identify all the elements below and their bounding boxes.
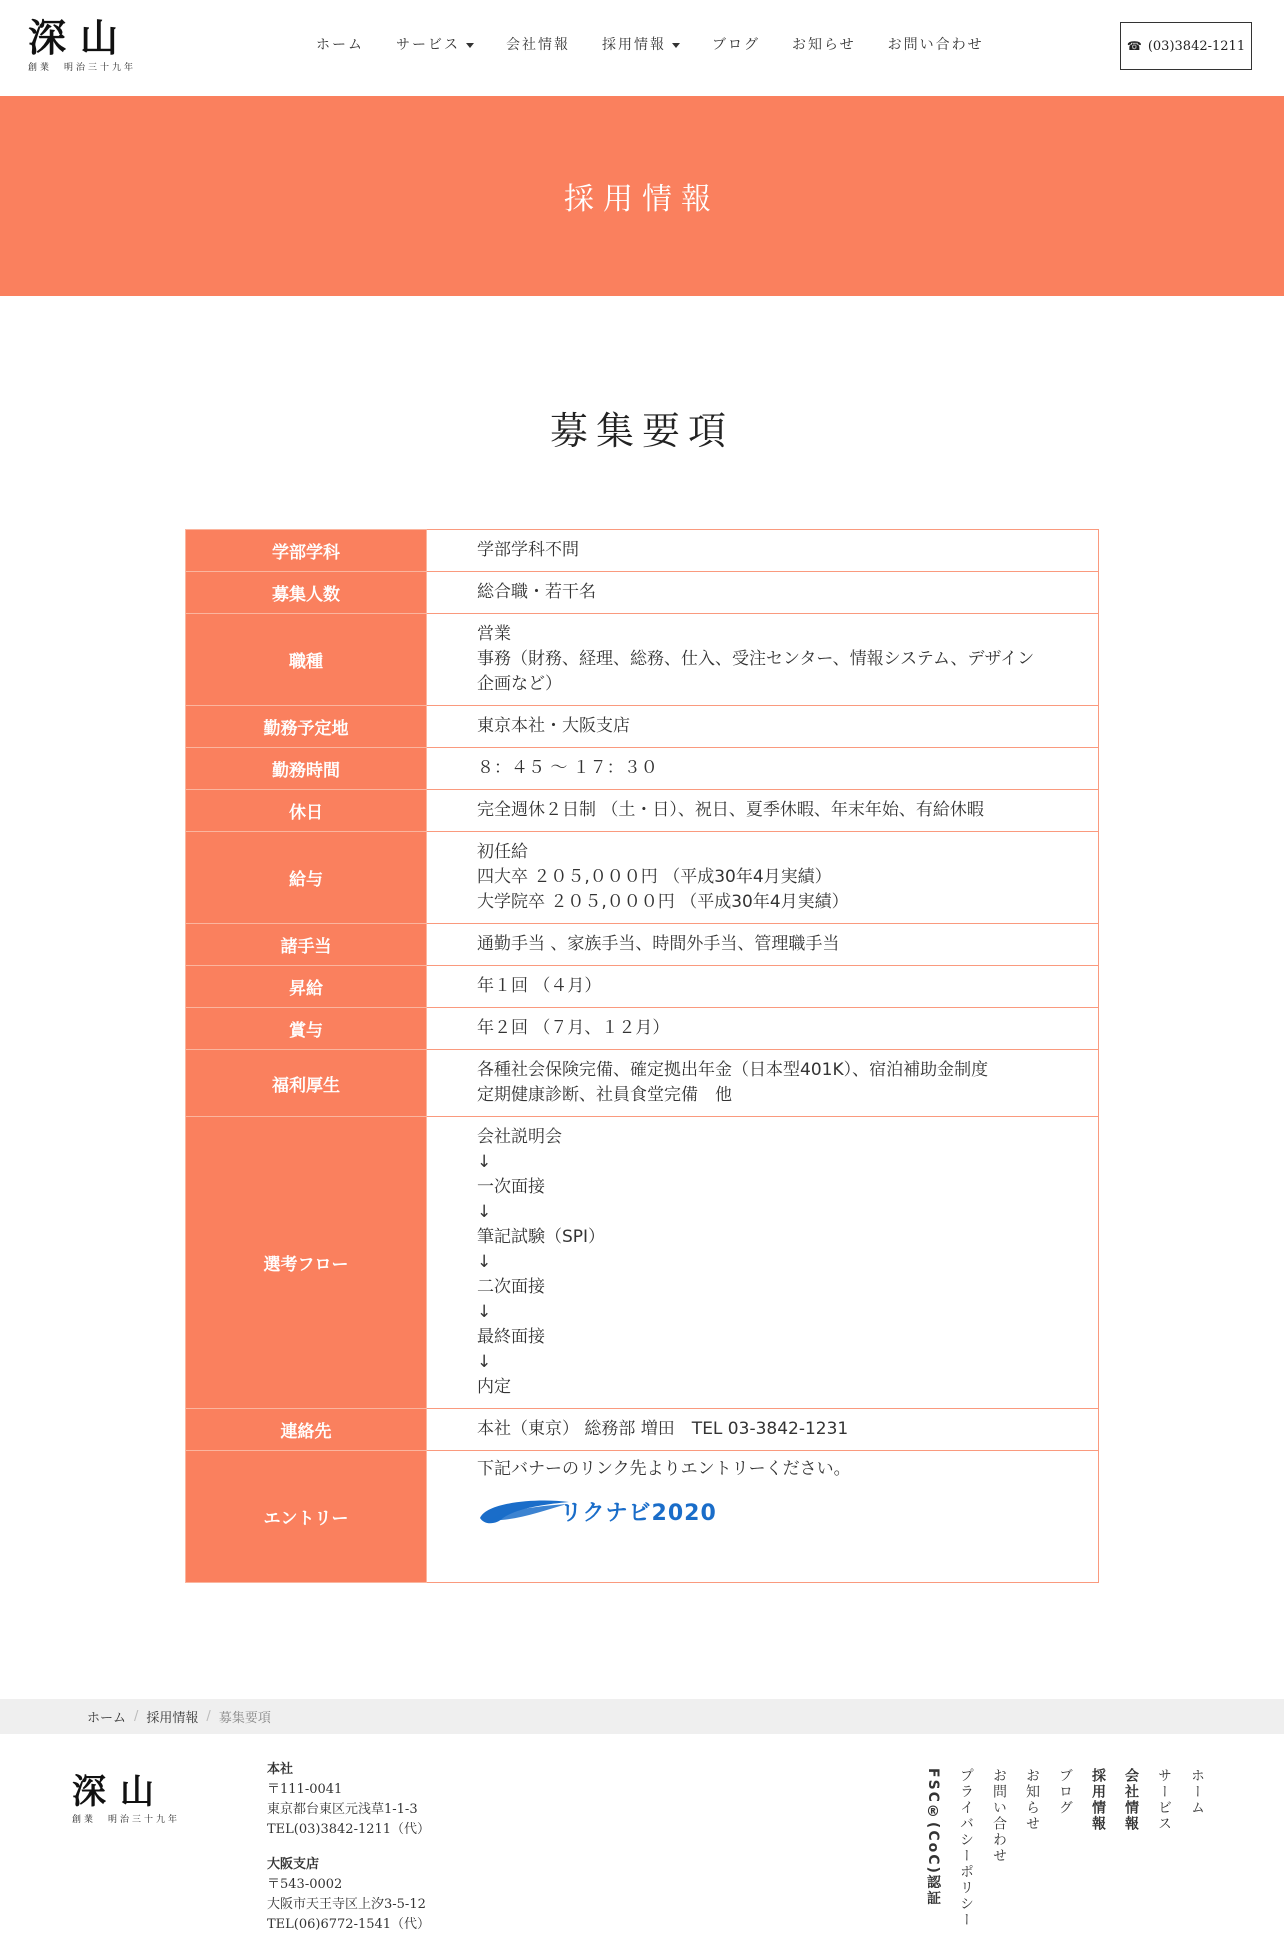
site-logo[interactable]	[28, 15, 148, 76]
value-line: 一次面接	[477, 1177, 545, 1197]
table-row	[186, 790, 1099, 832]
nav-item-recruit[interactable]	[586, 34, 696, 54]
caret-down-icon	[466, 43, 474, 48]
nav-item-news[interactable]	[776, 34, 872, 54]
value-line: 二次面接	[477, 1277, 545, 1297]
table-row	[186, 530, 1099, 572]
row-label: 勤務予定地	[186, 706, 427, 748]
nav-label: ブログ	[712, 37, 760, 53]
breadcrumb-current: 募集要項	[218, 1711, 271, 1726]
row-value	[427, 530, 1099, 572]
table-row	[186, 1008, 1099, 1050]
nav-item-services[interactable]	[380, 34, 490, 54]
value-line: 学部学科不問	[477, 540, 579, 560]
value-line: 通勤手当 、家族手当、時間外手当、管理職手当	[477, 934, 840, 954]
caret-down-icon	[672, 43, 680, 48]
table-row	[186, 966, 1099, 1008]
value-line: 定期健康診断、社員食堂完備 他	[477, 1085, 732, 1105]
office-tel: TEL(03)3842-1211（代）	[267, 1822, 431, 1837]
table-row	[186, 832, 1099, 924]
table-row	[186, 1409, 1099, 1451]
value-line: 会社説明会	[477, 1127, 562, 1147]
page-title: 募集要項	[549, 409, 734, 453]
row-value	[427, 1451, 1099, 1583]
office-address: 東京都台東区元浅草1-1-3	[267, 1802, 418, 1817]
office-name: 本社	[267, 1762, 294, 1777]
value-line: 年２回 （７月、１２月）	[477, 1018, 670, 1038]
value-line: ↓	[477, 1302, 492, 1322]
row-label: 職種	[186, 614, 427, 706]
value-line: 最終面接	[477, 1327, 545, 1347]
row-label: 学部学科	[186, 530, 427, 572]
logo-sub-text: 創業 明治三十九年	[28, 63, 137, 73]
row-label: 賞与	[186, 1008, 427, 1050]
nav-item-company[interactable]	[490, 34, 586, 54]
breadcrumb	[0, 1699, 1284, 1734]
footer-nav-fsc[interactable]: FSC®(CoC)認証	[925, 1768, 941, 1907]
row-label: 諸手当	[186, 924, 427, 966]
nav-label: ホーム	[316, 37, 364, 53]
row-value	[427, 832, 1099, 924]
nav-label: 採用情報	[602, 37, 666, 53]
main-nav	[300, 34, 1000, 54]
nav-label: 会社情報	[506, 37, 570, 53]
row-value	[427, 572, 1099, 614]
footer-logo-sub: 創業 明治三十九年	[72, 1815, 181, 1825]
rikunabi-banner-link[interactable]	[477, 1496, 1072, 1530]
footer-nav-services[interactable]: サービス	[1156, 1768, 1172, 1832]
row-value	[427, 1409, 1099, 1451]
row-label: 給与	[186, 832, 427, 924]
logo-main-text: 深山	[28, 15, 133, 60]
value-line: 東京本社・大阪支店	[477, 716, 630, 736]
value-line: 筆記試験（SPI）	[477, 1227, 606, 1247]
value-line: 年１回 （４月）	[477, 976, 602, 996]
banner-text: リクナビ2020	[560, 1500, 717, 1526]
value-line: 本社（東京） 総務部 増田 TEL 03-3842-1231	[477, 1419, 849, 1439]
footer-nav-recruit[interactable]: 採用情報	[1090, 1768, 1106, 1832]
value-line: 大学院卒 ２０５,０００円 （平成30年4月実績）	[477, 892, 849, 912]
office-address: 大阪市天王寺区上汐3-5-12	[267, 1897, 426, 1912]
footer-nav-news[interactable]: お知らせ	[1024, 1768, 1040, 1832]
table-row	[186, 924, 1099, 966]
phone-button[interactable]	[1120, 22, 1252, 70]
footer-nav-company[interactable]: 会社情報	[1123, 1768, 1139, 1832]
footer-nav-contact[interactable]: お問い合わせ	[991, 1768, 1007, 1864]
row-value	[427, 966, 1099, 1008]
value-line: 初任給	[477, 842, 528, 862]
breadcrumb-parent[interactable]: 採用情報	[146, 1711, 199, 1726]
site-header	[0, 0, 1284, 96]
row-label: 選考フロー	[186, 1117, 427, 1409]
nav-label: サービス	[396, 37, 460, 53]
breadcrumb-separator: /	[206, 1709, 211, 1724]
table-row	[186, 572, 1099, 614]
footer-nav-blog[interactable]: ブログ	[1057, 1768, 1073, 1816]
row-value	[427, 748, 1099, 790]
value-line: ８：４５ ～ １７：３０	[477, 758, 658, 778]
row-label: 昇給	[186, 966, 427, 1008]
value-line: 事務（財務、経理、総務、仕入、受注センター、情報システム、デザイン	[477, 649, 1035, 669]
row-value	[427, 1008, 1099, 1050]
nav-item-blog[interactable]	[696, 34, 776, 54]
nav-label: お知らせ	[792, 37, 856, 53]
row-label: 募集人数	[186, 572, 427, 614]
requirements-table	[185, 529, 1099, 1583]
nav-item-contact[interactable]	[872, 34, 1000, 54]
footer-nav-home[interactable]: ホーム	[1189, 1768, 1205, 1816]
entry-text: 下記バナーのリンク先よりエントリーください。	[477, 1459, 851, 1479]
table-row	[186, 1050, 1099, 1117]
hero-title: 採用情報	[564, 182, 720, 217]
value-line: ↓	[477, 1352, 492, 1372]
value-line: 四大卒 ２０５,０００円 （平成30年4月実績）	[477, 867, 832, 887]
phone-number: (03)3842-1211	[1147, 38, 1246, 54]
table-row	[186, 706, 1099, 748]
table-row	[186, 1117, 1099, 1409]
footer-logo[interactable]	[72, 1774, 192, 1832]
office-name: 大阪支店	[267, 1857, 320, 1872]
phone-icon: ☎	[1126, 39, 1142, 53]
office-tel: TEL(06)6772-1541（代）	[267, 1917, 431, 1932]
value-line: ↓	[477, 1152, 492, 1172]
rikunabi-logo-icon	[477, 1496, 572, 1530]
footer-logo-main: 深山	[72, 1772, 168, 1812]
table-row	[186, 614, 1099, 706]
value-line: 企画など）	[477, 674, 562, 694]
row-value	[427, 1117, 1099, 1409]
value-line: 各種社会保険完備、確定拠出年金（日本型401K）、宿泊補助金制度	[477, 1060, 989, 1080]
value-line: 内定	[477, 1377, 511, 1397]
row-label: エントリー	[186, 1451, 427, 1583]
row-label: 福利厚生	[186, 1050, 427, 1117]
table-row	[186, 748, 1099, 790]
office-osaka	[267, 1855, 430, 1935]
value-line: 完全週休２日制 （土・日）、祝日、夏季休暇、年末年始、有給休暇	[477, 800, 984, 820]
footer-nav-privacy[interactable]: プライバシーポリシー	[958, 1768, 974, 1928]
nav-label: お問い合わせ	[887, 37, 984, 53]
row-label: 休日	[186, 790, 427, 832]
breadcrumb-home[interactable]: ホーム	[87, 1711, 127, 1726]
row-value	[427, 706, 1099, 748]
office-zip: 〒543-0002	[267, 1877, 343, 1892]
row-value	[427, 1050, 1099, 1117]
table-row-entry	[186, 1451, 1099, 1583]
row-value	[427, 614, 1099, 706]
value-line: 総合職・若干名	[477, 582, 596, 602]
value-line: 営業	[477, 624, 511, 644]
hero-banner	[0, 96, 1284, 296]
value-line: ↓	[477, 1252, 492, 1272]
row-value	[427, 924, 1099, 966]
office-zip: 〒111-0041	[267, 1782, 343, 1797]
row-value	[427, 790, 1099, 832]
row-label: 連絡先	[186, 1409, 427, 1451]
office-headquarters	[267, 1760, 430, 1840]
value-line: ↓	[477, 1202, 492, 1222]
row-label: 勤務時間	[186, 748, 427, 790]
nav-item-home[interactable]	[300, 34, 380, 54]
breadcrumb-separator: /	[134, 1709, 139, 1724]
